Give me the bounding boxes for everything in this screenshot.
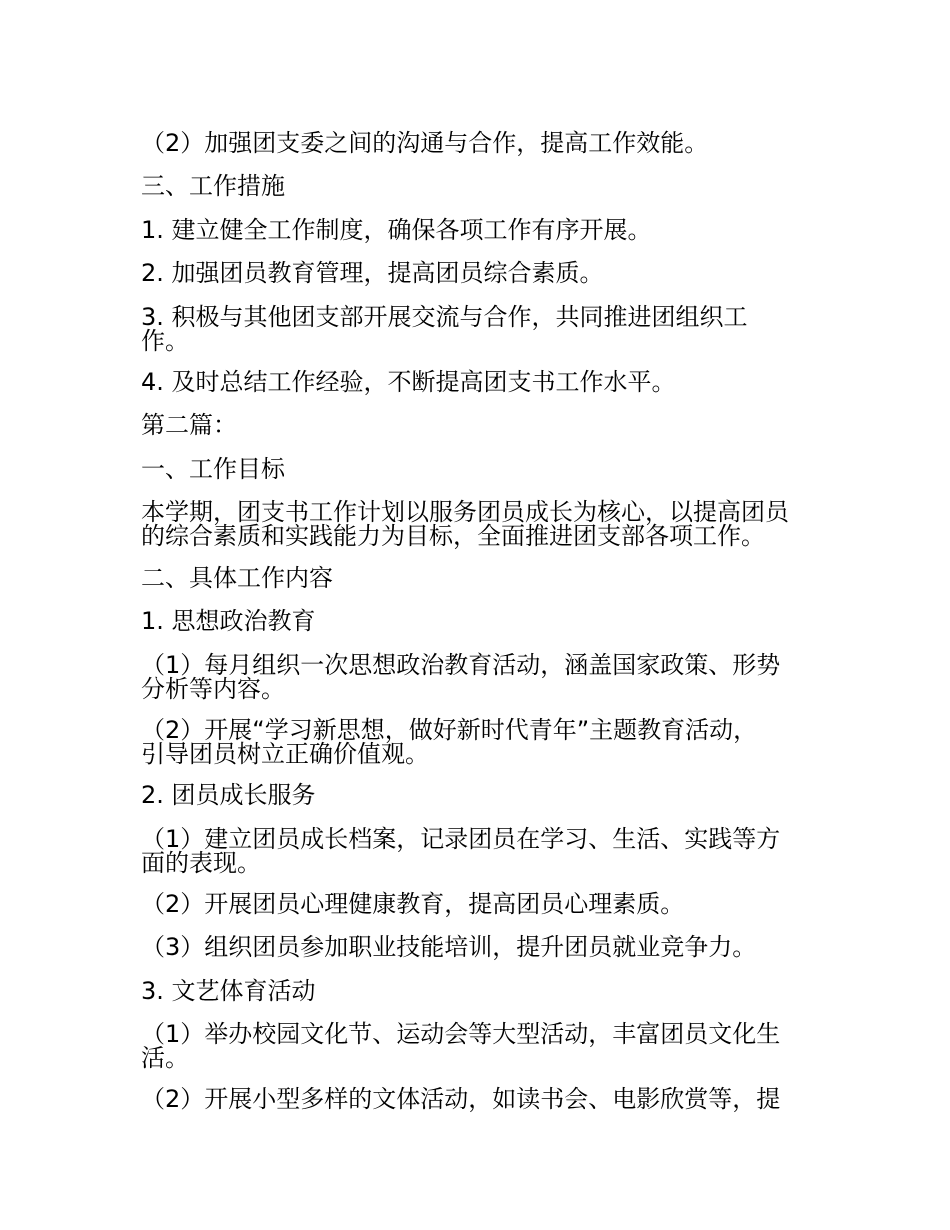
text-line: （1）举办校园文化节、运动会等大型活动，丰富团员文化生 xyxy=(141,1020,781,1048)
text-line: 的综合素质和实践能力为目标，全面推进团支部各项工作。 xyxy=(141,522,765,550)
part-heading xyxy=(141,413,821,437)
paragraph-5 xyxy=(141,305,821,353)
section-heading-3 xyxy=(141,174,821,198)
text-line: 第二篇： xyxy=(141,411,237,439)
subheading-1 xyxy=(141,609,821,633)
text-line: 本学期，团支书工作计划以服务团员成长为核心，以提高团员 xyxy=(141,498,789,526)
text-line: 作。 xyxy=(141,327,189,355)
paragraph-3 xyxy=(141,218,821,242)
text-line: （1）建立团员成长档案，记录团员在学习、生活、实践等方 xyxy=(141,825,781,853)
text-line: （2）加强团支委之间的沟通与合作，提高工作效能。 xyxy=(141,129,709,157)
text-line: 一、工作目标 xyxy=(141,455,285,483)
paragraph-4 xyxy=(141,261,821,285)
text-line: 2. 团员成长服务 xyxy=(141,781,316,809)
text-line: 引导团员树立正确价值观。 xyxy=(141,740,429,768)
list-item xyxy=(141,935,821,959)
list-item xyxy=(141,892,821,916)
text-line: 2. 加强团员教育管理，提高团员综合素质。 xyxy=(141,259,604,287)
text-line: 三、工作措施 xyxy=(141,172,285,200)
list-item xyxy=(141,1022,821,1070)
list-item xyxy=(141,718,821,766)
text-line: 1. 思想政治教育 xyxy=(141,607,316,635)
list-item xyxy=(141,1087,821,1111)
paragraph-1 xyxy=(141,131,821,155)
section-heading-2 xyxy=(141,566,821,590)
text-line: （2）开展“学习新思想，做好新时代青年”主题教育活动， xyxy=(141,716,758,744)
text-line: 二、具体工作内容 xyxy=(141,564,333,592)
list-item xyxy=(141,653,821,701)
paragraph-6 xyxy=(141,370,821,394)
text-line: 活。 xyxy=(141,1044,189,1072)
subheading-2 xyxy=(141,783,821,807)
paragraph-goal xyxy=(141,500,821,548)
text-line: （2）开展团员心理健康教育，提高团员心理素质。 xyxy=(141,890,685,918)
list-item xyxy=(141,827,821,875)
text-line: （3）组织团员参加职业技能培训，提升团员就业竞争力。 xyxy=(141,933,757,961)
text-line: （1）每月组织一次思想政治教育活动，涵盖国家政策、形势 xyxy=(141,651,781,679)
text-line: 面的表现。 xyxy=(141,849,261,877)
text-line: 3. 文艺体育活动 xyxy=(141,977,316,1005)
text-line: 4. 及时总结工作经验，不断提高团支书工作水平。 xyxy=(141,368,676,396)
subheading-3 xyxy=(141,979,821,1003)
text-line: （2）开展小型多样的文体活动，如读书会、电影欣赏等，提 xyxy=(141,1085,781,1113)
text-line: 分析等内容。 xyxy=(141,675,285,703)
text-line: 1. 建立健全工作制度，确保各项工作有序开展。 xyxy=(141,216,652,244)
section-heading-1 xyxy=(141,457,821,481)
text-line: 3. 积极与其他团支部开展交流与合作，共同推进团组织工 xyxy=(141,303,748,331)
